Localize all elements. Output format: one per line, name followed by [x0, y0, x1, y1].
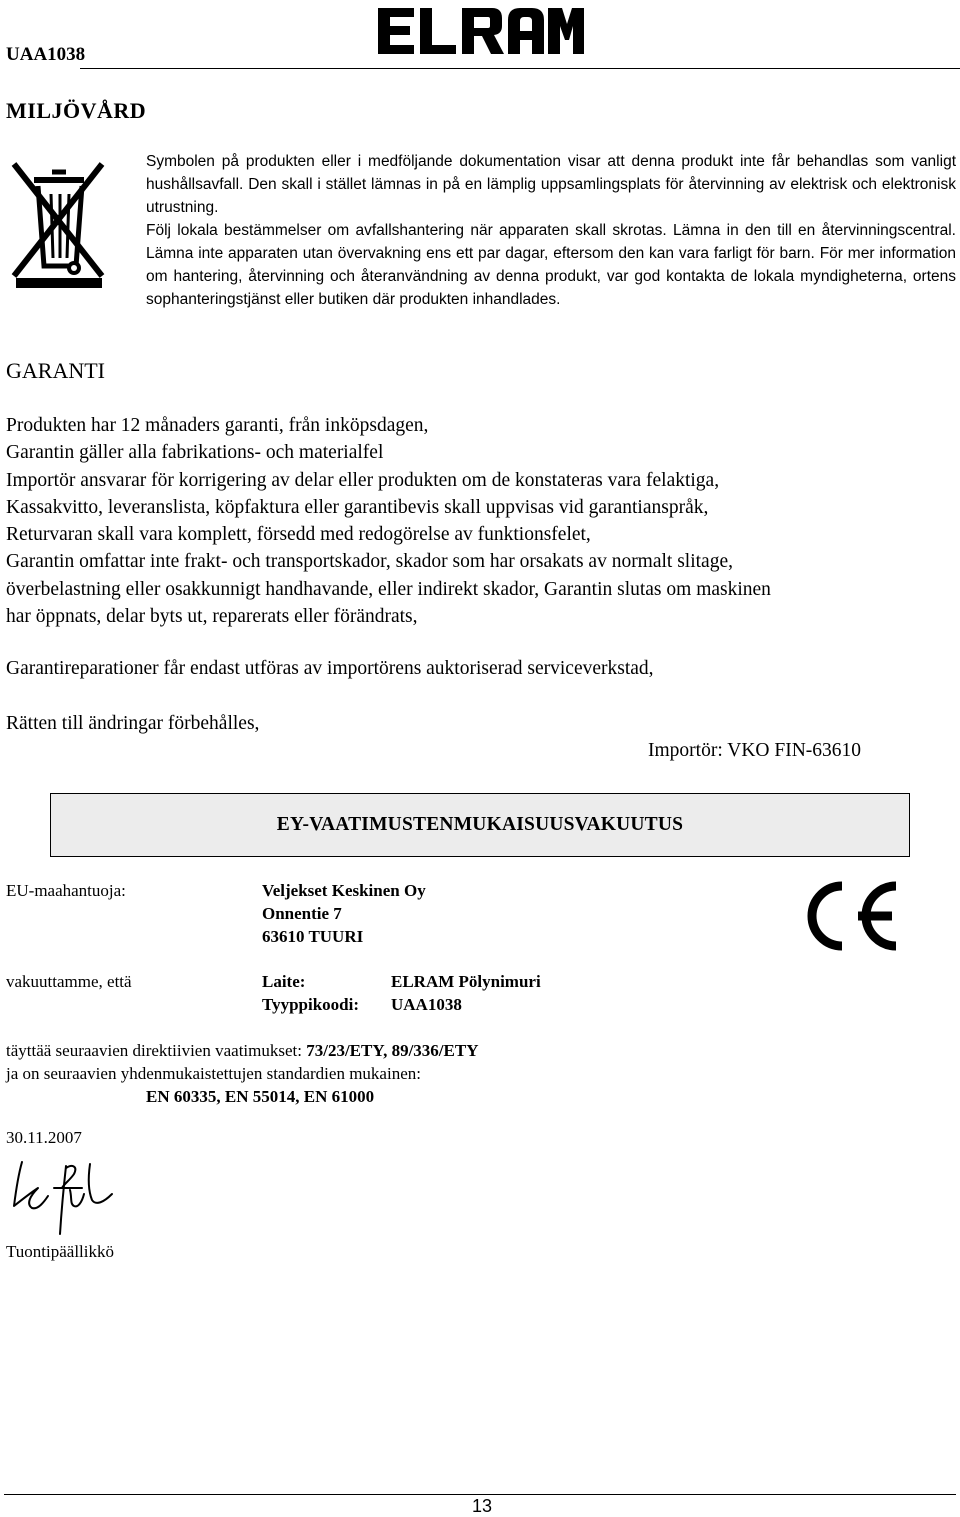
environment-paragraph: Symbolen på produkten eller i medföljande dokumentation visar att denna produkt inte får behandlas som vanligt hushållsavfall. Den skall i stället lämnas in på en lämplig uppsamlingsplats för återvinning av elektrisk och elektronisk utrustning.: [146, 153, 956, 216]
page-number: 13: [472, 1496, 493, 1516]
directives-line: [6, 1039, 478, 1062]
declare-label: vakuuttamme, että: [6, 972, 132, 991]
company-street: Onnentie 7: [262, 904, 342, 923]
warranty-line: Garantin omfattar inte frakt- och transportskador, skador som har orsakats av normalt slitage,: [6, 551, 733, 573]
repair-note: Garantireparationer får endast utföras av importörens auktoriserad serviceverkstad,: [6, 658, 654, 679]
device-label: Laite:: [262, 972, 306, 991]
signer-title: Tuontipäällikkö: [6, 1242, 114, 1261]
company-city: 63610 TUURI: [262, 927, 364, 946]
warranty-line: Returvaran skall vara komplett, försedd med redogörelse av funktionsfelet,: [6, 524, 591, 546]
header-rule: [80, 68, 960, 69]
standards-intro: ja on seuraavien yhdenmukaistettujen standardien mukainen:: [6, 1064, 421, 1083]
model-code: UAA1038: [6, 44, 86, 65]
warranty-line: Produkten har 12 månaders garanti, från inköpsdagen,: [6, 415, 429, 436]
environment-heading: MILJÖVÅRD: [6, 98, 147, 123]
warranty-line: har öppnats, delar byts ut, reparerats eller förändrats,: [6, 606, 418, 628]
device-value: ELRAM Pölynimuri: [391, 972, 541, 991]
footer-rule: [4, 1494, 956, 1495]
declaration-title: EY-VAATIMUSTENMUKAISUUSVAKUUTUS: [276, 814, 684, 835]
warranty-terms: [6, 412, 956, 630]
importer-note: Importör: VKO FIN-63610: [648, 740, 862, 761]
rights-note: Rätten till ändringar förbehålles,: [6, 713, 260, 734]
standards-list: EN 60335, EN 55014, EN 61000: [146, 1087, 375, 1106]
crossed-out-wheelie-bin-icon: [8, 158, 108, 288]
company-name: Veljekset Keskinen Oy: [262, 881, 426, 900]
warranty-line: överbelastning eller osakkunnigt handhavande, eller indirekt skador, Garantin slutas om maskinen: [6, 578, 771, 600]
eu-importer-label: EU-maahantuoja:: [6, 881, 126, 900]
declaration-title-box: [50, 793, 910, 857]
handwritten-signature: [8, 1158, 120, 1240]
warranty-line: Garantin gäller alla fabrikations- och materialfel: [6, 442, 384, 464]
elram-logo: [376, 6, 586, 56]
warranty-line: Importör ansvarar för korrigering av delar eller produkten om de konstateras vara felaktiga,: [6, 469, 720, 491]
environment-text: [146, 150, 956, 311]
signature-date: 30.11.2007: [6, 1128, 82, 1147]
type-code-label: Tyyppikoodi:: [262, 995, 360, 1014]
ce-mark-icon: [796, 878, 900, 954]
environment-paragraph: Följ lokala bestämmelser om avfallshantering när apparaten skall skrotas. Lämna in den till en återvinningscentral. Lämna inte apparaten utan övervakning ens ett par dagar, eftersom den kan vara farligt för barn. För mer information om hantering, återvinning och återanvändning av denna produkt, var god kontakta de lokala myndigheterna, ortens sophanteringstjänst eller butiken där produkten inhandlades.: [146, 222, 956, 308]
warranty-heading: GARANTI: [6, 358, 105, 383]
directives-list: 73/23/ETY, 89/336/ETY: [306, 1041, 479, 1060]
warranty-line: Kassakvitto, leveranslista, köpfaktura eller garantibevis skall uppvisas vid garantianspråk,: [6, 496, 709, 518]
type-code-value: UAA1038: [391, 995, 462, 1014]
directives-prefix: täyttää seuraavien direktiivien vaatimukset:: [6, 1041, 307, 1060]
